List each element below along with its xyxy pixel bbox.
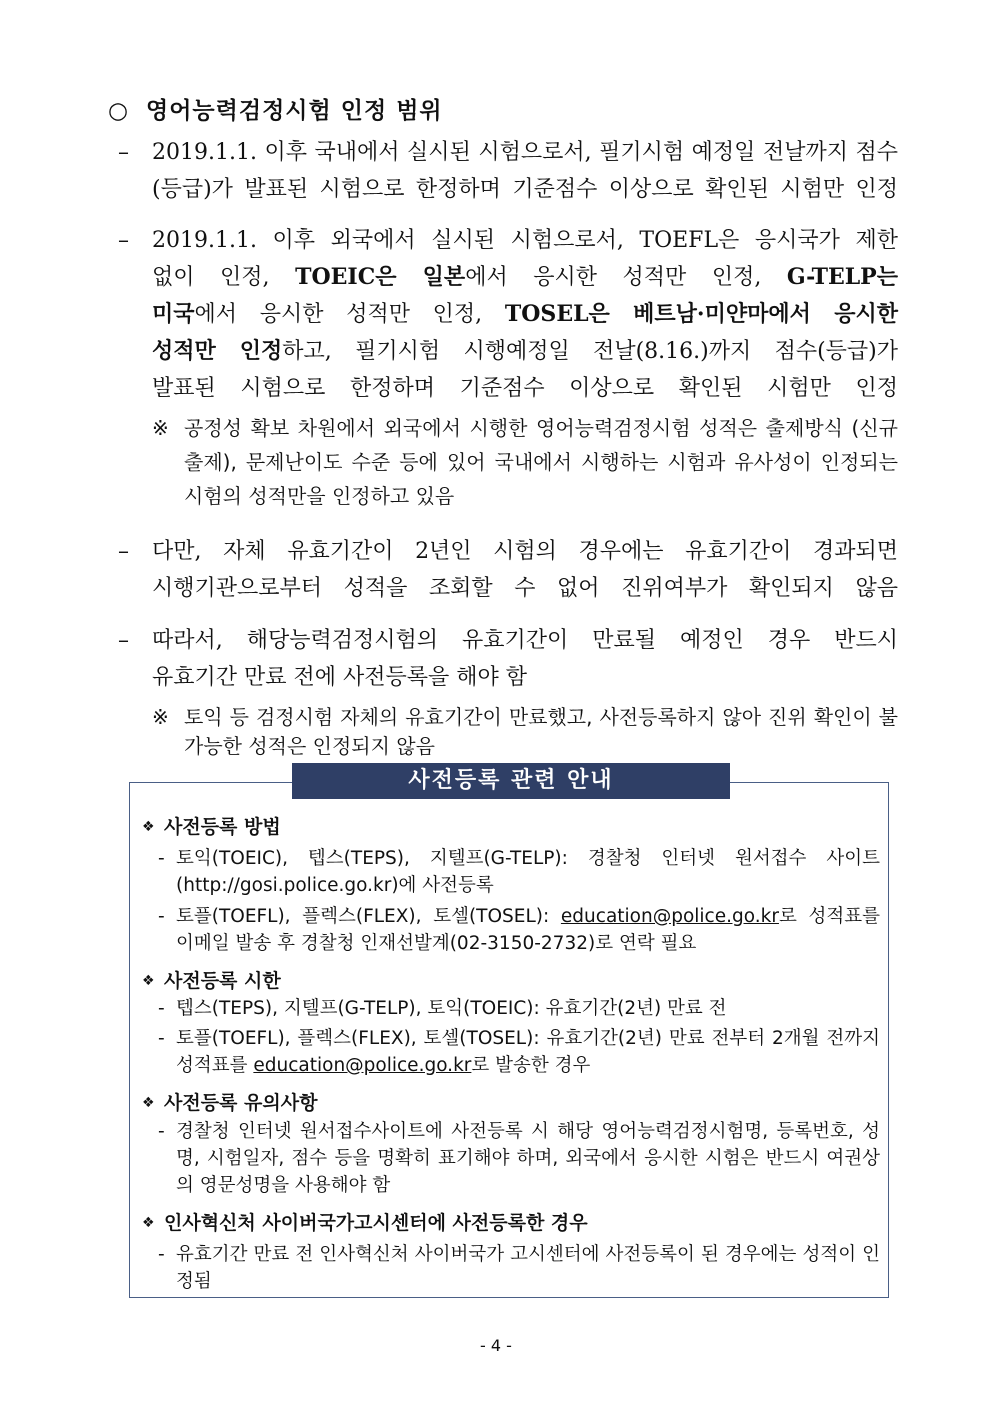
section-title: 사전등록 시한 (164, 970, 281, 992)
dash-bullet: – (118, 228, 129, 253)
text-run: 없이 인정, (152, 265, 296, 290)
bold-run: 성적만 인정 (152, 338, 283, 364)
section-registration-deadline (142, 966, 281, 993)
diamond-bullet-icon: ❖ (142, 1215, 155, 1231)
reference-mark: ※ (152, 416, 169, 440)
dash-bullet: – (118, 140, 129, 165)
text-run: 로 성적표를 이메일 발송 후 경찰청 인재선발계(02-3150-2732)로 연락 필요 (176, 906, 880, 954)
dash-bullet: - (158, 906, 165, 927)
bullet-item (158, 903, 880, 957)
bullet-text: 토익(TOEIC), 텝스(TEPS), 지텔프(G-TELP): 경찰청 인터넷 원서접수 사이트 (http://gosi.police.go.kr)에 사전등록 (176, 848, 880, 896)
paragraph-line: 2019.1.1. 이후 외국에서 실시된 시험으로서, TOEFL은 응시국가 제한 (152, 228, 898, 253)
text-run: 토플(TOEFL), 플렉스(FLEX), 토셀(TOSEL): (176, 906, 561, 927)
bold-run: TOSEL은 베트남·미얀마에서 응시한 (504, 301, 898, 327)
section-registration-notes (142, 1088, 317, 1115)
bold-run: 미국 (152, 301, 195, 327)
note-text: 공정성 확보 차원에서 외국에서 시행한 영어능력검정시험 성적은 출제방식 (신규출제), 문제난이도 수준 등에 있어 국내에서 시행하는 시험과 유사성이 인정되는 시험의 성적만을 인정하고 있음 (184, 416, 898, 508)
dash-bullet: – (118, 539, 129, 564)
section-title: 인사혁신처 사이버국가고시센터에 사전등록한 경우 (164, 1212, 588, 1234)
paragraph-line: 따라서, 해당능력검정시험의 유효기간이 만료될 예정인 경우 반드시 (152, 628, 898, 653)
paragraph-line (152, 296, 898, 333)
email-link[interactable]: education@police.go.kr (560, 906, 779, 927)
section-cyber-gosi-center (142, 1208, 588, 1235)
dash-bullet: - (158, 1028, 165, 1049)
paragraph-line: 발표된 시험으로 한정하며 기준점수 이상으로 확인된 시험만 인정 (152, 376, 898, 401)
paragraph-line: 시행기관으로부터 성적을 조회할 수 없어 진위여부가 확인되지 않음 (152, 576, 898, 601)
bullet-text: 유효기간 만료 전 인사혁신처 사이버국가 고시센터에 사전등록이 된 경우에는 성적이 인정됨 (176, 1244, 880, 1292)
dash-bullet: - (158, 1244, 165, 1265)
bullet-text (176, 1025, 880, 1079)
bullet-text: 경찰청 인터넷 원서접수사이트에 사전등록 시 해당 영어능력검정시험명, 등록번호, 성명, 시험일자, 점수 등을 명확히 표기해야 하며, 외국에서 응시한 시험은 반드시 여권상의 영문성명을 사용해야 함 (176, 1121, 880, 1196)
bullet-item (158, 1118, 880, 1199)
paragraph-line (152, 333, 898, 370)
bold-run: G-TELP는 (786, 264, 898, 290)
paragraph-line: (등급)가 발표된 시험으로 한정하며 기준점수 이상으로 확인된 시험만 인정 (152, 177, 898, 202)
reference-mark: ※ (152, 705, 169, 729)
page-number: - 4 - (480, 1336, 512, 1355)
paragraph-line (152, 259, 898, 296)
section-title: 사전등록 유의사항 (164, 1092, 318, 1114)
text-run: 토플(TOEFL), 플렉스(FLEX), 토셀(TOSEL): 유효기간(2년) 만료 전부터 2개월 전까지 성적표를 (176, 1028, 880, 1076)
email-link[interactable]: education@police.go.kr (253, 1055, 472, 1076)
paragraph-validity-expiry (118, 533, 898, 607)
circle-bullet: ○ (108, 98, 130, 124)
info-box-title: 사전등록 관련 안내 (292, 763, 730, 799)
section-registration-method (142, 812, 281, 839)
paragraph-domestic-tests (118, 134, 898, 208)
bullet-text: 텝스(TEPS), 지텔프(G-TELP), 토익(TOEIC): 유효기간(2년) 만료 전 (176, 998, 727, 1019)
text-run: 하고, 필기시험 시행예정일 전날(8.16.)까지 점수(등급)가 (282, 339, 898, 364)
bullet-item (158, 1241, 880, 1295)
paragraph-line: 다만, 자체 유효기간이 2년인 시험의 경우에는 유효기간이 경과되면 (152, 539, 898, 564)
text-run: 에서 응시한 성적만 인정, (194, 302, 505, 327)
diamond-bullet-icon: ❖ (142, 1095, 155, 1111)
diamond-bullet-icon: ❖ (142, 819, 155, 835)
note-fairness (152, 411, 898, 513)
text-run: 에서 응시한 성적만 인정, (465, 265, 787, 290)
bullet-item (158, 1025, 880, 1079)
paragraph-line: 유효기간 만료 전에 사전등록을 해야 함 (152, 665, 527, 690)
bullet-item (158, 995, 880, 1022)
paragraph-foreign-tests (118, 222, 898, 407)
paragraph-line: 2019.1.1. 이후 국내에서 실시된 시험으로서, 필기시험 예정일 전날까지 점수 (152, 140, 898, 165)
dash-bullet: – (118, 628, 129, 653)
diamond-bullet-icon: ❖ (142, 973, 155, 989)
text-run: 로 발송한 경우 (471, 1055, 591, 1076)
dash-bullet: - (158, 848, 165, 869)
section-title: 사전등록 방법 (164, 816, 281, 838)
dash-bullet: - (158, 1121, 165, 1142)
bold-run: TOEIC은 일본 (295, 264, 466, 290)
note-text: 토익 등 검정시험 자체의 유효기간이 만료했고, 사전등록하지 않아 진위 확인이 불가능한 성적은 인정되지 않음 (184, 705, 898, 758)
note-unverifiable (152, 703, 898, 761)
bullet-text (176, 903, 880, 957)
heading-text: 영어능력검정시험 인정 범위 (146, 97, 443, 124)
dash-bullet: - (158, 998, 165, 1019)
paragraph-preregistration (118, 622, 898, 696)
bullet-item (158, 845, 880, 899)
section-heading (108, 92, 443, 125)
